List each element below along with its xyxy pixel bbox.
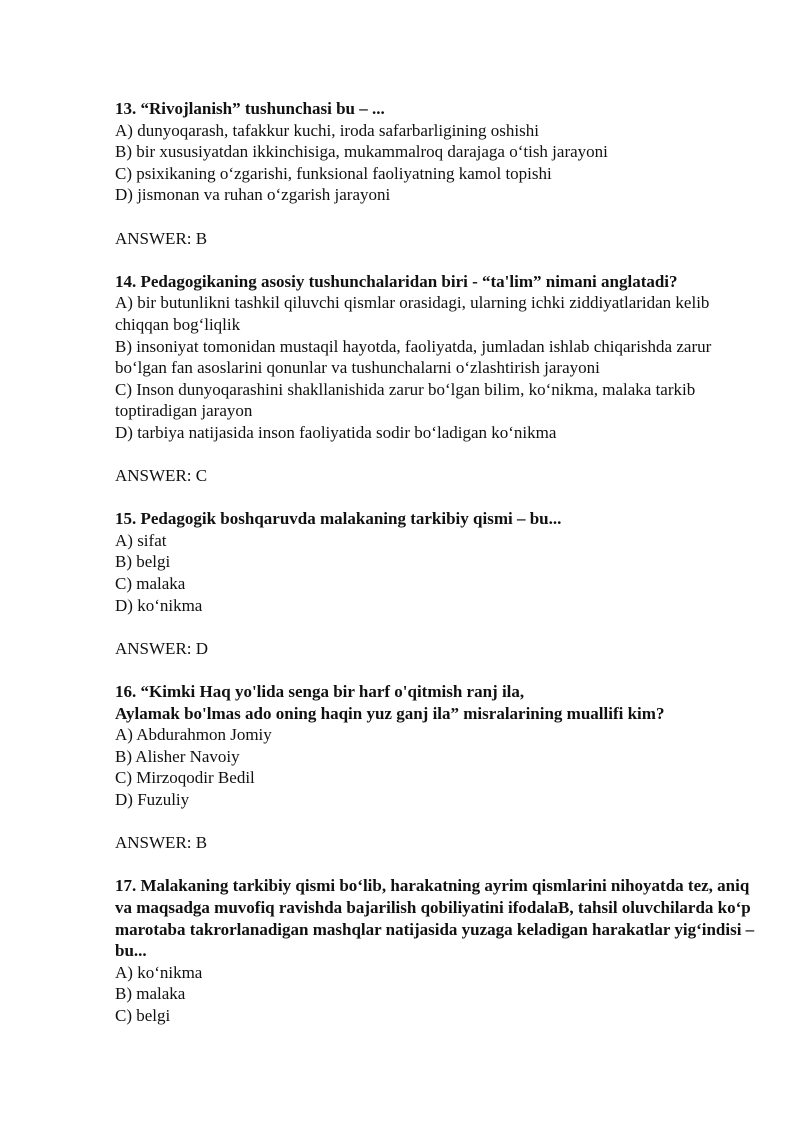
option-c: C) belgi xyxy=(115,1005,171,1025)
question-16 xyxy=(115,681,755,854)
option-a: A) ko‘nikma xyxy=(115,962,203,982)
option-c: C) Inson dunyoqarashini shakllanishida zarur bo‘lgan bilim, ko‘nikma, malaka tarkib toptiradigan jarayon xyxy=(115,379,696,421)
question-title: 17. Malakaning tarkibiy qismi bo‘lib, harakatning ayrim qismlarini nihoyatda tez, aniq va maqsadga muvofiq ravishda bajarilish qobiliyatini ifodalaB, tahsil oluvchilarda ko‘p marotaba takrorlanadigan mashqlar natijasida yuzaga keladigan harakatlar yig‘indisi – bu... xyxy=(115,876,755,961)
option-b: B) belgi xyxy=(115,552,171,572)
document-page xyxy=(115,98,755,1027)
option-d: D) tarbiya natijasida inson faoliyatida sodir bo‘ladigan ko‘nikma xyxy=(115,422,557,442)
option-d: D) Fuzuliy xyxy=(115,790,190,809)
question-15 xyxy=(115,508,755,659)
question-17 xyxy=(115,875,755,1026)
option-c: C) Mirzoqodir Bedil xyxy=(115,768,255,788)
option-a: A) Abdurahmon Jomiy xyxy=(115,725,272,745)
answer-line: ANSWER: C xyxy=(115,466,208,486)
answer-line: ANSWER: B xyxy=(115,833,208,853)
question-title: 15. Pedagogik boshqaruvda malakaning tarkibiy qismi – bu... xyxy=(115,509,562,529)
answer-line: ANSWER: D xyxy=(115,638,209,658)
option-c: C) psixikaning o‘zgarishi, funksional faoliyatning kamol topishi xyxy=(115,163,552,183)
option-b: B) Alisher Navoiy xyxy=(115,746,240,766)
question-13 xyxy=(115,98,755,249)
question-title: 13. “Rivojlanish” tushunchasi bu – ... xyxy=(115,99,385,118)
option-b: B) bir xususiyatdan ikkinchisiga, mukammalroq darajaga o‘tish jarayoni xyxy=(115,142,608,162)
option-c: C) malaka xyxy=(115,574,186,594)
question-title-line-1: 16. “Kimki Haq yo'lida senga bir harf o'qitmish ranj ila, xyxy=(115,682,525,702)
option-d: D) ko‘nikma xyxy=(115,595,203,615)
question-title: 14. Pedagogikaning asosiy tushunchalaridan biri - “ta'lim” nimani anglatadi? xyxy=(115,271,678,291)
option-d: D) jismonan va ruhan o‘zgarish jarayoni xyxy=(115,185,391,205)
answer-line: ANSWER: B xyxy=(115,228,208,248)
option-a: A) bir butunlikni tashkil qiluvchi qismlar orasidagi, ularning ichki ziddiyatlaridan kelib chiqqan bog‘liqlik xyxy=(115,293,710,334)
option-b: B) insoniyat tomonidan mustaqil hayotda, faoliyatda, jumladan ishlab chiqarishda zarur bo‘lgan fan asoslarini qonunlar va tushunchalarni o‘zlashtirish jarayoni xyxy=(115,336,712,378)
option-a: A) sifat xyxy=(115,530,167,550)
option-b: B) malaka xyxy=(115,984,186,1004)
question-14 xyxy=(115,271,755,487)
option-a: A) dunyoqarash, tafakkur kuchi, iroda safarbarligining oshishi xyxy=(115,120,539,140)
question-title-line-2: Aylamak bo'lmas ado oning haqin yuz ganj ila” misralarining muallifi kim? xyxy=(115,703,665,723)
